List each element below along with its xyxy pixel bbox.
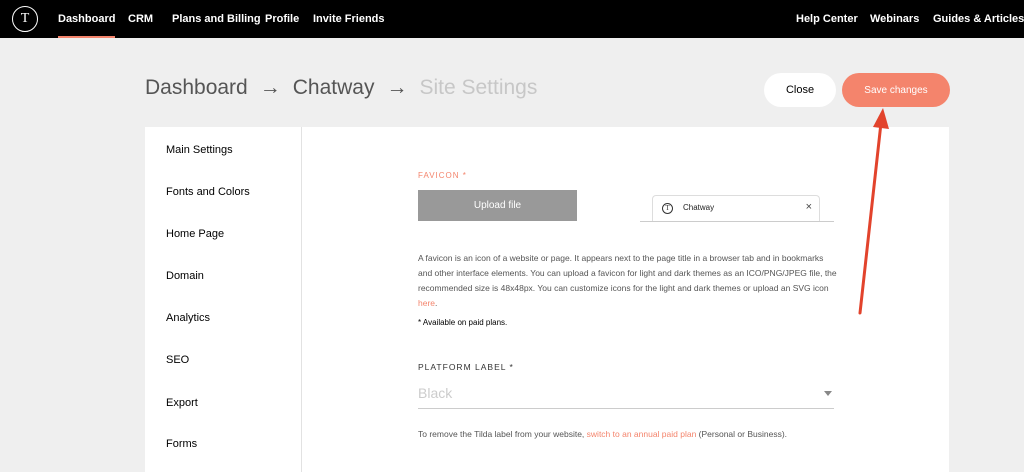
- breadcrumb-site-settings: Site Settings: [419, 76, 538, 99]
- upload-file-button[interactable]: Upload file: [418, 190, 577, 221]
- nav-invite-friends[interactable]: Invite Friends: [313, 13, 385, 25]
- save-changes-button[interactable]: Save changes: [842, 73, 950, 107]
- nav-crm[interactable]: CRM: [128, 13, 154, 25]
- chevron-down-icon: [824, 391, 832, 396]
- top-nav-bar: [0, 0, 1024, 38]
- browser-tab: [652, 195, 820, 221]
- breadcrumb-arrow-icon: →: [259, 76, 281, 99]
- tilda-logo-icon[interactable]: T: [12, 6, 38, 32]
- remove-label-text: To remove the Tilda label from your website,: [418, 429, 587, 439]
- favicon-label: FAVICON *: [418, 171, 467, 180]
- sidebar-item-home-page[interactable]: Home Page: [166, 228, 225, 240]
- favicon-tab-preview: [640, 193, 834, 222]
- settings-sidebar: [145, 127, 302, 472]
- nav-profile[interactable]: Profile: [265, 13, 300, 25]
- platform-label-select[interactable]: [418, 383, 834, 409]
- sidebar-item-seo[interactable]: SEO: [166, 354, 190, 366]
- breadcrumb-arrow-icon: →: [386, 76, 408, 99]
- platform-label-value: Black: [418, 385, 453, 401]
- platform-label-heading: PLATFORM LABEL *: [418, 362, 514, 372]
- arrow-head: [873, 108, 889, 129]
- sidebar-item-analytics[interactable]: Analytics: [166, 312, 211, 324]
- favicon-description-end: .: [435, 298, 438, 308]
- nav-guides-articles[interactable]: Guides & Articles: [933, 13, 1024, 25]
- sidebar-item-main-settings[interactable]: Main Settings: [166, 144, 233, 156]
- favicon-preview-icon: T: [662, 203, 673, 214]
- remove-label-suffix: (Personal or Business).: [696, 429, 788, 439]
- annual-plan-link[interactable]: switch to an annual paid plan: [586, 429, 697, 439]
- breadcrumb-chatway[interactable]: Chatway: [292, 76, 375, 99]
- breadcrumb-dashboard[interactable]: Dashboard: [145, 76, 248, 99]
- remove-label-note: [418, 429, 787, 439]
- paid-plans-note: * Available on paid plans.: [418, 318, 508, 327]
- nav-plans-and-billing[interactable]: Plans and Billing: [172, 13, 261, 25]
- breadcrumb: [145, 76, 537, 100]
- nav-webinars[interactable]: Webinars: [870, 13, 920, 25]
- sidebar-item-fonts-and-colors[interactable]: Fonts and Colors: [166, 186, 250, 198]
- sidebar-item-export[interactable]: Export: [166, 397, 198, 409]
- close-button[interactable]: Close: [764, 73, 836, 107]
- nav-dashboard[interactable]: Dashboard: [58, 0, 115, 38]
- favicon-description-text: A favicon is an icon of a website or page. It appears next to the page title in a browser tab and in bookmarks and other interface elements. You can upload a favicon for light and dark themes as an ICO/PNG/JPEG file, the recommended size is 48x48px. You can customize icons for the light and dark themes or upload an SVG icon: [418, 253, 837, 293]
- favicon-description: [418, 251, 838, 311]
- svg-icon-here-link[interactable]: here: [418, 298, 436, 308]
- sidebar-item-domain[interactable]: Domain: [166, 270, 204, 282]
- tab-title: Chatway: [683, 203, 715, 212]
- close-icon: ×: [805, 201, 812, 213]
- sidebar-item-forms[interactable]: Forms: [166, 438, 198, 450]
- nav-help-center[interactable]: Help Center: [796, 13, 858, 25]
